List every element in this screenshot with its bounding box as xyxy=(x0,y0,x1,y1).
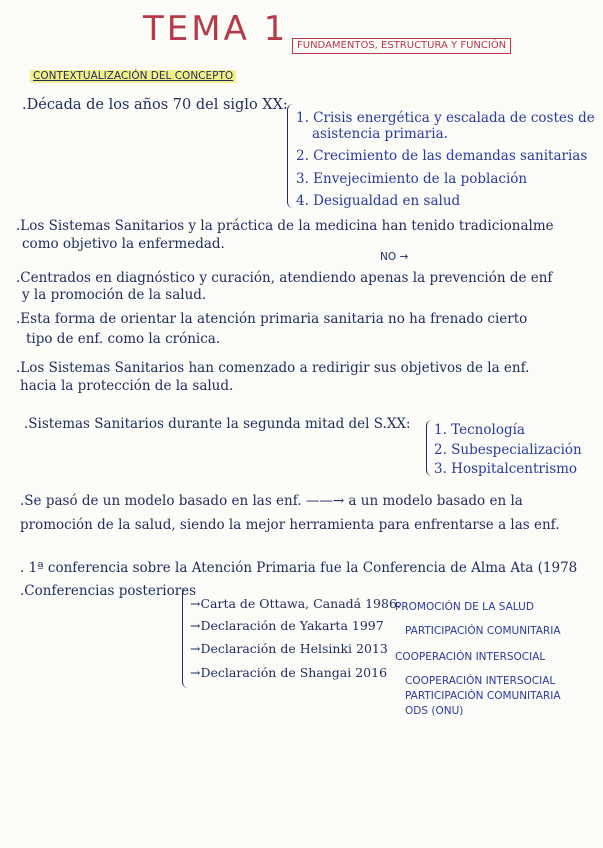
section-heading: CONTEXTUALIZACIÓN DEL CONCEPTO xyxy=(30,70,236,83)
paragraph-3-line-2: tipo de enf. como la crónica. xyxy=(26,331,221,347)
conference-note-helsinki: COOPERACIÓN INTERSOCIAL xyxy=(395,651,546,663)
conference-item-shangai: →Declaración de Shangai 2016 xyxy=(190,665,388,680)
second-half-item-2: 2. Subespecialización xyxy=(434,442,582,458)
paragraph-1-line-2: como objetivo la enfermedad. xyxy=(22,236,225,252)
conference-item-yakarta: →Declaración de Yakarta 1997 xyxy=(190,618,384,633)
page-subtitle: FUNDAMENTOS, ESTRUCTURA Y FUNCIÓN xyxy=(292,38,511,54)
conference-item-helsinki: →Declaración de Helsinki 2013 xyxy=(190,641,388,656)
no-arrow-note: NO → xyxy=(380,251,409,263)
decade-item-2: 2. Crecimiento de las demandas sanitarias xyxy=(296,148,588,164)
paragraph-2-line-1: .Centrados en diagnóstico y curación, atendiendo apenas la prevención de enf xyxy=(16,270,553,286)
model-line-2: promoción de la salud, siendo la mejor herramienta para enfrentarse a las enf. xyxy=(20,517,560,533)
conference-note-shangai-3: ODS (ONU) xyxy=(405,705,464,717)
paragraph-4-line-2: hacia la protección de la salud. xyxy=(20,378,234,394)
conference-item-ottawa: →Carta de Ottawa, Canadá 1986. xyxy=(190,596,401,611)
model-line-1: .Se pasó de un modelo basado en las enf. ——→ a un modelo basado en la xyxy=(20,493,523,509)
paragraph-4-line-1: .Los Sistemas Sanitarios han comenzado a redirigir sus objetivos de la enf. xyxy=(16,360,530,376)
conference-note-shangai: COOPERACIÓN INTERSOCIAL xyxy=(405,675,556,687)
conference-note-yakarta: PARTICIPACIÓN COMUNITARIA xyxy=(405,625,561,637)
decade-item-3: 3. Envejecimiento de la población xyxy=(296,171,528,187)
decade-item-1-cont: asistencia primaria. xyxy=(312,126,448,142)
conference-note-shangai-2: PARTICIPACIÓN COMUNITARIA xyxy=(405,690,561,702)
decade-brace xyxy=(287,104,294,208)
second-half-item-3: 3. Hospitalcentrismo xyxy=(434,461,578,477)
decade-label: .Década de los años 70 del siglo XX: xyxy=(22,97,288,113)
paragraph-1-line-1: .Los Sistemas Sanitarios y la práctica de la medicina han tenido tradicionalme xyxy=(16,218,554,234)
second-half-brace xyxy=(426,420,433,476)
decade-item-1: 1. Crisis energética y escalada de costes de xyxy=(296,110,595,126)
first-conference: . 1ª conferencia sobre la Atención Primaria fue la Conferencia de Alma Ata (1978 xyxy=(20,560,578,576)
paragraph-3-line-1: .Esta forma de orientar la atención primaria sanitaria no ha frenado cierto xyxy=(16,311,528,327)
paragraph-2-line-2: y la promoción de la salud. xyxy=(22,287,207,303)
page-title: TEMA 1 xyxy=(143,9,289,49)
second-half-label: .Sistemas Sanitarios durante la segunda mitad del S.XX: xyxy=(24,416,411,432)
conference-note-ottawa: PROMOCIÓN DE LA SALUD xyxy=(395,601,534,613)
second-half-item-1: 1. Tecnología xyxy=(434,422,525,438)
later-conferences-label: .Conferencias posteriores xyxy=(20,583,197,599)
later-conferences-brace xyxy=(182,588,189,688)
decade-item-4: 4. Desigualdad en salud xyxy=(296,193,461,209)
